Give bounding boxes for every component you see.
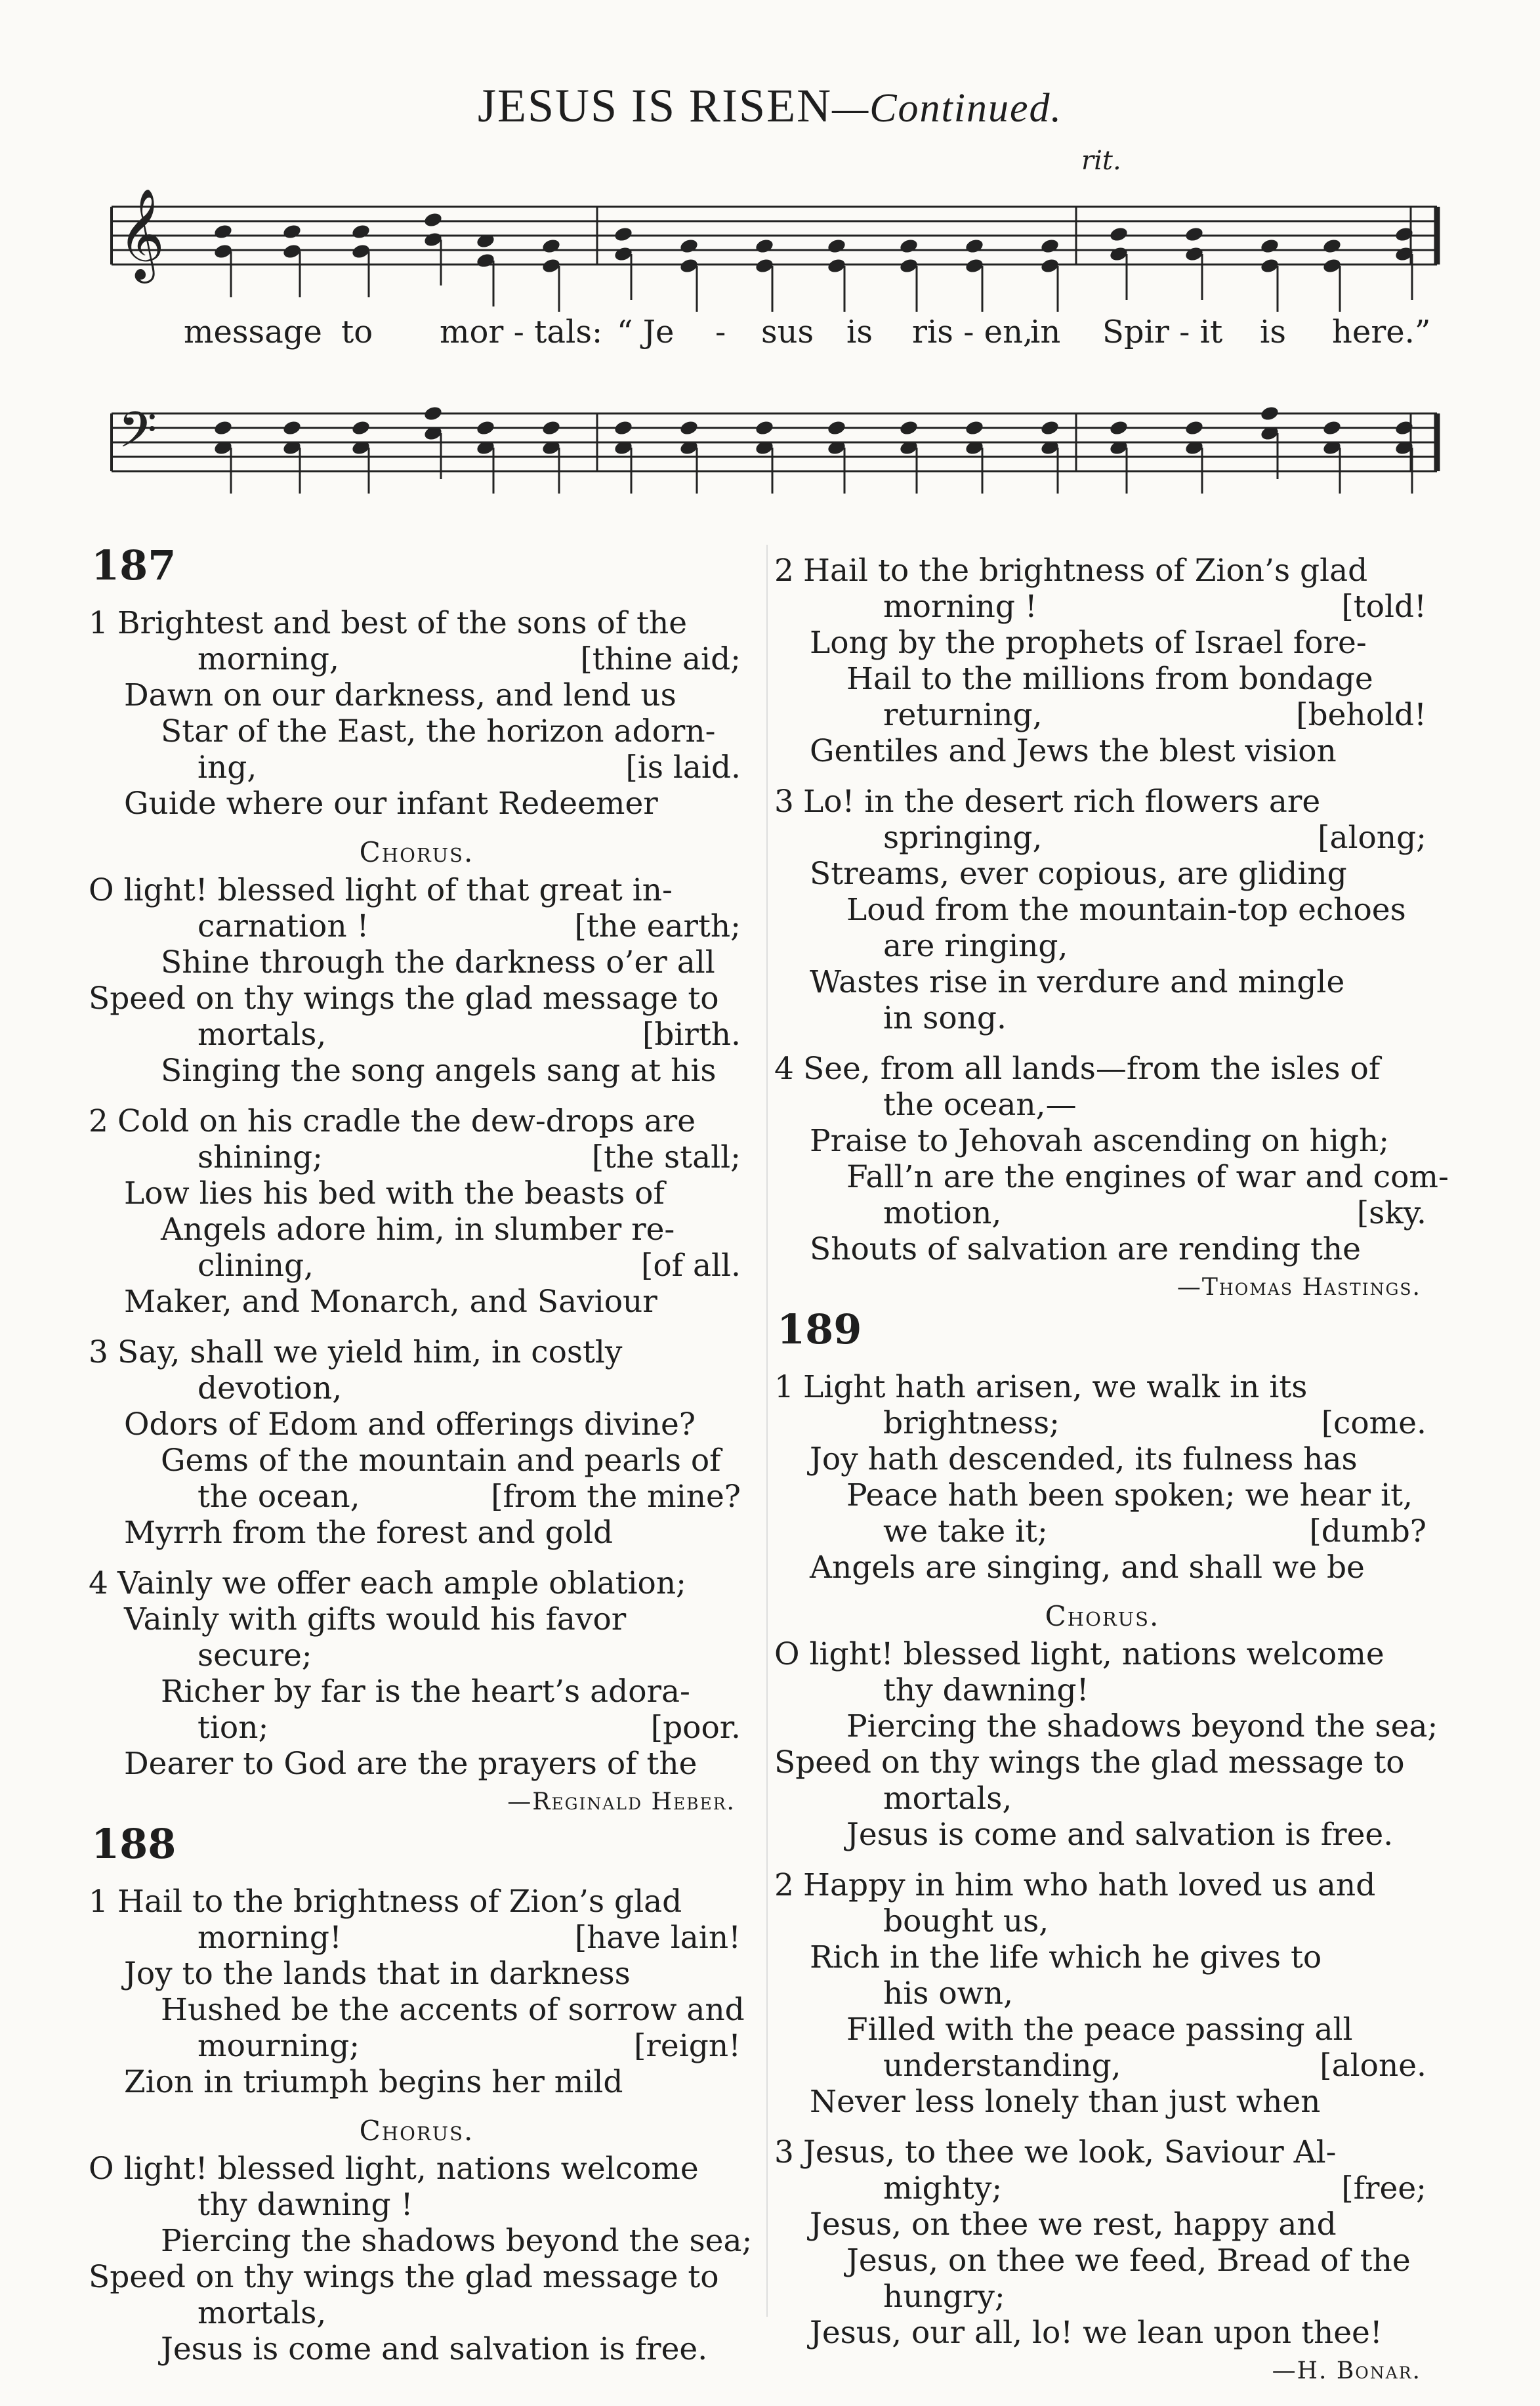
carry-over-text: [the stall; [591,1139,741,1175]
verse-line [774,964,1430,1000]
verse-line [89,1212,745,1248]
verse-text: Jesus, on thee we feed, Bread of the [846,2243,1411,2279]
verse-line [89,605,745,641]
verse-text: bought us, [883,1903,1049,1939]
verse-text: Say, shall we yield him, in costly [117,1334,623,1370]
verse-text: Speed on thy wings the glad message to [89,2259,719,2295]
verse-text: we take it; [883,1513,1048,1550]
note-head [679,419,699,436]
verse-line [774,1123,1430,1159]
verse-text: Cold on his cradle the dew-drops are [117,1103,696,1139]
note-head [679,238,699,255]
verse-text: Rich in the life which he gives to [810,1939,1322,1975]
hymn-number: 189 [777,1305,862,1353]
verse-line [774,1903,1430,1939]
note-head [1040,419,1060,436]
stanza [89,1884,745,2100]
lyric-syllable: message [184,314,322,350]
lyric-syllable: - [715,314,726,350]
chorus-heading: Chorus. [1045,1600,1160,1632]
verse-text: Gems of the mountain and pearls of [161,1443,721,1479]
verse-line [774,1195,1430,1231]
verse-text: Hail to the brightness of Zion’s glad [117,1884,682,1920]
chorus [89,836,745,1089]
verse-text: Vainly we offer each ample oblation; [117,1565,686,1601]
verse-line [89,1284,745,1320]
verse-text: thy dawning ! [198,2187,413,2223]
note-head [755,419,775,436]
note-head [351,223,371,240]
verse-text: brightness; [883,1405,1060,1441]
verse-text: Jesus, our all, lo! we lean upon thee! [810,2315,1383,2351]
carry-over-text: [poor. [650,1710,741,1746]
stanza [89,1565,745,1782]
stanza [89,1334,745,1551]
verse-line [774,661,1430,697]
verse-text: his own, [883,1975,1014,2012]
hymn-title: JESUS IS RISEN [477,79,833,132]
verse-text: Joy to the lands that in darkness [124,1956,631,1992]
verse-line [89,1479,745,1515]
carry-over-text: [of all. [641,1248,741,1284]
carry-over-text: [sky. [1356,1195,1426,1231]
carry-over-text: [alone. [1320,2048,1426,2084]
note-head [614,226,634,243]
note-head [614,419,634,436]
verse-line [89,1443,745,1479]
verse-text: O light! blessed light of that great in- [89,872,673,908]
verse-text: Odors of Edom and offerings divine? [124,1406,696,1443]
chorus-heading: Chorus. [359,2115,474,2147]
verse-text: Shine through the darkness o’er all [161,944,715,981]
stanza-number: 4 [89,1565,108,1601]
carry-over-text: [thine aid; [580,641,741,677]
bass-clef-icon: 𝄢 [118,401,157,471]
verse-text: Singing the song angels sang at his [161,1053,717,1089]
treble-staff [98,167,1444,318]
note-head [541,419,562,436]
note-head [1184,419,1205,436]
verse-line [89,1248,745,1284]
chorus [774,1600,1438,1853]
lyric-syllable: ris - en, [912,314,1033,350]
verse-line [774,553,1430,589]
tempo-mark: rit. [1081,146,1121,176]
verse-text: Fall’n are the engines of war and com- [846,1159,1449,1195]
note-head [1322,238,1342,255]
note-head [1184,226,1205,243]
verse-text: morning ! [883,589,1037,625]
note-head [899,238,919,255]
verse-line [774,697,1430,733]
verse-text: mighty; [883,2170,1003,2206]
column-divider [766,545,768,2317]
verse-line [89,1053,745,1089]
lyric-syllable: is [846,314,873,350]
verse-text: Speed on thy wings the glad message to [774,1744,1405,1781]
verse-text: morning! [198,1920,342,1956]
verse-line [89,1601,745,1637]
verse-line [89,1920,745,1956]
verse-line [774,928,1430,964]
note-head [541,238,562,255]
note-head [1109,226,1129,243]
verse-line [774,2048,1430,2084]
verse-text: O light! blessed light, nations welcome [89,2151,699,2187]
verse-text: mortals, [198,2295,327,2331]
verse-text: shining; [198,1139,323,1175]
verse-line [89,1370,745,1406]
right-column [774,538,1449,2388]
verse-text: Hushed be the accents of sorrow and [161,1992,745,2028]
verse-line [774,1975,1430,2012]
stanza-number: 1 [89,1884,108,1920]
verse-line [89,677,745,713]
verse-text: Maker, and Monarch, and Saviour [124,1284,657,1320]
verse-line [774,1051,1430,1087]
verse-text: Long by the prophets of Israel fore- [810,625,1367,661]
left-column [89,538,753,2367]
note-head [351,419,371,436]
verse-text: Wastes rise in verdure and mingle [810,964,1345,1000]
verse-text: Vainly with gifts would his favor [124,1601,627,1637]
verse-text: Gentiles and Jews the blest vision [810,733,1337,769]
verse-line [774,1744,1430,1781]
verse-line [89,1992,745,2028]
verse-text: Jesus is come and salvation is free. [846,1817,1394,1853]
verse-line [774,1708,1438,1744]
verse-line [774,2206,1430,2243]
verse-line [89,2295,745,2331]
stanza-number: 2 [774,553,794,589]
verse-text: Jesus, to thee we look, Saviour Al- [803,2134,1337,2170]
verse-text: devotion, [198,1370,343,1406]
stanza [89,1103,745,1320]
note-head [1260,238,1280,255]
carry-over-text: [along; [1318,820,1426,856]
verse-line [89,981,745,1017]
verse-line [774,1867,1430,1903]
verse-text: clining, [198,1248,314,1284]
verse-text: mortals, [883,1781,1012,1817]
verse-line [774,2279,1430,2315]
lyric-syllable: is [1260,314,1286,350]
stanza-number: 3 [774,2134,794,2170]
verse-text: O light! blessed light, nations welcome [774,1636,1384,1672]
note-head [1260,405,1280,422]
verse-line [89,908,745,944]
hymn-author: —Thomas Hastings. [1176,1274,1421,1301]
stanza [89,605,745,822]
verse-text: secure; [198,1637,312,1674]
verse-text: Dearer to God are the prayers of the [124,1746,697,1782]
verse-text: Peace hath been spoken; we hear it, [846,1477,1413,1513]
note-head [827,419,847,436]
verse-line [774,1513,1430,1550]
lyric-syllable: sus [761,314,814,350]
carry-over-text: [dumb? [1309,1513,1426,1550]
title-suffix: —Continued. [832,86,1063,131]
lyric-syllable: here.” [1332,314,1431,350]
verse-line [774,1817,1430,1853]
verse-text: Speed on thy wings the glad message to [89,981,719,1017]
note-head [282,419,302,436]
note-head [1040,238,1060,255]
verse-line [774,2243,1430,2279]
lyric-syllable: in [1030,314,1061,350]
hymn-author: —Reginald Heber. [507,1788,736,1815]
verse-text: carnation ! [198,908,369,944]
stanza-number: 1 [89,605,108,641]
verse-text: mourning; [198,2028,360,2064]
verse-text: understanding, [883,2048,1121,2084]
verse-line [774,1477,1430,1513]
note-head [1109,419,1129,436]
stanza-number: 4 [774,1051,794,1087]
verse-line [774,892,1430,928]
verse-text: Myrrh from the forest and gold [124,1515,614,1551]
verse-line [89,1103,745,1139]
note-head [755,238,775,255]
verse-line [774,1939,1430,1975]
verse-text: Hail to the millions from bondage [846,661,1373,697]
note-head [476,419,496,436]
verse-line [89,1710,745,1746]
verse-line [774,1636,1430,1672]
verse-text: are ringing, [883,928,1068,964]
verse-line [774,1672,1430,1708]
carry-over-text: [from the mine? [491,1479,741,1515]
carry-over-text: [free; [1341,2170,1426,2206]
note-head [899,419,919,436]
verse-line [89,2028,745,2064]
verse-line [774,2012,1430,2048]
carry-over-text: [the earth; [574,908,741,944]
verse-line [774,2315,1430,2351]
verse-line [89,1746,745,1782]
verse-line [89,2223,753,2259]
verse-text: tion; [198,1710,269,1746]
note-head [423,405,444,422]
verse-text: Zion in triumph begins her mild [124,2064,623,2100]
verse-line [89,641,745,677]
verse-text: Joy hath descended, its fulness has [810,1441,1358,1477]
verse-text: morning, [198,641,339,677]
music-lyrics [98,314,1444,360]
verse-text: Happy in him who hath loved us and [803,1867,1376,1903]
verse-line [89,1175,745,1212]
verse-text: Never less lonely than just when [810,2084,1321,2120]
verse-line [774,1000,1430,1036]
verse-text: Piercing the shadows beyond the sea; [161,2223,753,2259]
note-head [213,419,234,436]
verse-line [89,1515,745,1551]
verse-text: Low lies his bed with the beasts of [124,1175,665,1212]
stanza [774,553,1430,769]
verse-line [89,1674,745,1710]
verse-text: ing, [198,749,257,786]
chorus-heading: Chorus. [359,836,474,868]
verse-line [774,625,1430,661]
hymn-number: 187 [91,541,177,589]
carry-over-text: [birth. [642,1017,741,1053]
verse-text: Praise to Jehovah ascending on high; [810,1123,1390,1159]
note-head [423,211,444,228]
verse-text: Dawn on our darkness, and lend us [124,677,676,713]
verse-text: Filled with the peace passing all [846,2012,1353,2048]
verse-line [89,944,745,981]
note-head [1322,419,1342,436]
verse-line [89,2331,745,2367]
verse-line [89,749,745,786]
note-head [282,223,302,240]
lyric-syllable: mor - tals: [440,314,603,350]
verse-line [89,786,745,822]
verse-text: mortals, [198,1017,327,1053]
verse-line [774,733,1430,769]
verse-line [774,820,1430,856]
verse-line [774,1159,1449,1195]
stanza-number: 3 [774,784,794,820]
lyric-syllable: Spir - it [1102,314,1223,350]
carry-over-text: [have lain! [574,1920,741,1956]
stanza-number: 2 [89,1103,108,1139]
carry-over-text: [reign! [634,2028,741,2064]
verse-text: returning, [883,697,1043,733]
verse-text: motion, [883,1195,1002,1231]
verse-line [89,713,745,749]
verse-line [89,1017,745,1053]
verse-line [774,2134,1430,2170]
verse-text: Jesus, on thee we rest, happy and [810,2206,1337,2243]
verse-line [89,1565,745,1601]
verse-line [89,2151,745,2187]
verse-line [89,1637,745,1674]
carry-over-text: [behold! [1296,697,1426,733]
verse-line [774,1781,1430,1817]
note-head [213,223,234,240]
verse-line [89,2064,745,2100]
verse-line [774,2084,1430,2120]
carry-over-text: [is laid. [625,749,741,786]
verse-line [774,1231,1430,1267]
verse-line [774,2170,1430,2206]
verse-text: Lo! in the desert rich flowers are [803,784,1321,820]
lyric-syllable: to [341,314,373,350]
treble-clef-icon: 𝄞 [118,188,165,280]
verse-line [774,784,1430,820]
bass-staff [98,381,1444,535]
verse-text: Piercing the shadows beyond the sea; [846,1708,1438,1744]
note-head [827,238,847,255]
verse-text: Brightest and best of the sons of the [117,605,688,641]
verse-line [774,1087,1430,1123]
note-head [965,238,985,255]
verse-text: thy dawning! [883,1672,1089,1708]
stanza [774,1369,1430,1586]
verse-text: springing, [883,820,1043,856]
page-title [0,77,1540,133]
hymn-number: 188 [91,1820,177,1868]
verse-line [774,589,1430,625]
note-head [965,419,985,436]
verse-text: the ocean, [198,1479,360,1515]
verse-line [89,1334,745,1370]
carry-over-text: [told! [1341,589,1426,625]
verse-text: Light hath arisen, we walk in its [803,1369,1308,1405]
verse-text: in song. [883,1000,1007,1036]
verse-text: Streams, ever copious, are gliding [810,856,1347,892]
verse-line [89,872,745,908]
stanza [774,784,1430,1036]
verse-text: See, from all lands—from the isles of [803,1051,1381,1087]
stanza-number: 3 [89,1334,108,1370]
stanza [774,1051,1449,1267]
verse-line [774,1441,1430,1477]
hymn-author: —H. Bonar. [1272,2357,1421,2384]
chorus [89,2115,753,2367]
carry-over-text: [come. [1321,1405,1426,1441]
verse-text: Jesus is come and salvation is free. [161,2331,708,2367]
verse-line [89,2187,745,2223]
verse-line [774,1405,1430,1441]
verse-text: Angels adore him, in slumber re- [161,1212,675,1248]
verse-line [89,1406,745,1443]
stanza-number: 2 [774,1867,794,1903]
verse-text: Hail to the brightness of Zion’s glad [803,553,1368,589]
verse-line [89,1956,745,1992]
verse-line [774,1550,1430,1586]
verse-line [89,1884,745,1920]
verse-text: Guide where our infant Redeemer [124,786,658,822]
lyric-syllable: “ Je [617,314,675,350]
verse-text: hungry; [883,2279,1005,2315]
verse-text: Richer by far is the heart’s adora- [161,1674,690,1710]
verse-line [89,1139,745,1175]
verse-text: Loud from the mountain-top echoes [846,892,1406,928]
verse-line [774,856,1430,892]
verse-text: Angels are singing, and shall we be [810,1550,1365,1586]
verse-text: Shouts of salvation are rending the [810,1231,1361,1267]
stanza [774,2134,1430,2351]
stanza-number: 1 [774,1369,794,1405]
verse-line [774,1369,1430,1405]
verse-text: the ocean,— [883,1087,1077,1123]
stanza [774,1867,1430,2120]
verse-text: Star of the East, the horizon adorn- [161,713,716,749]
verse-line [89,2259,745,2295]
